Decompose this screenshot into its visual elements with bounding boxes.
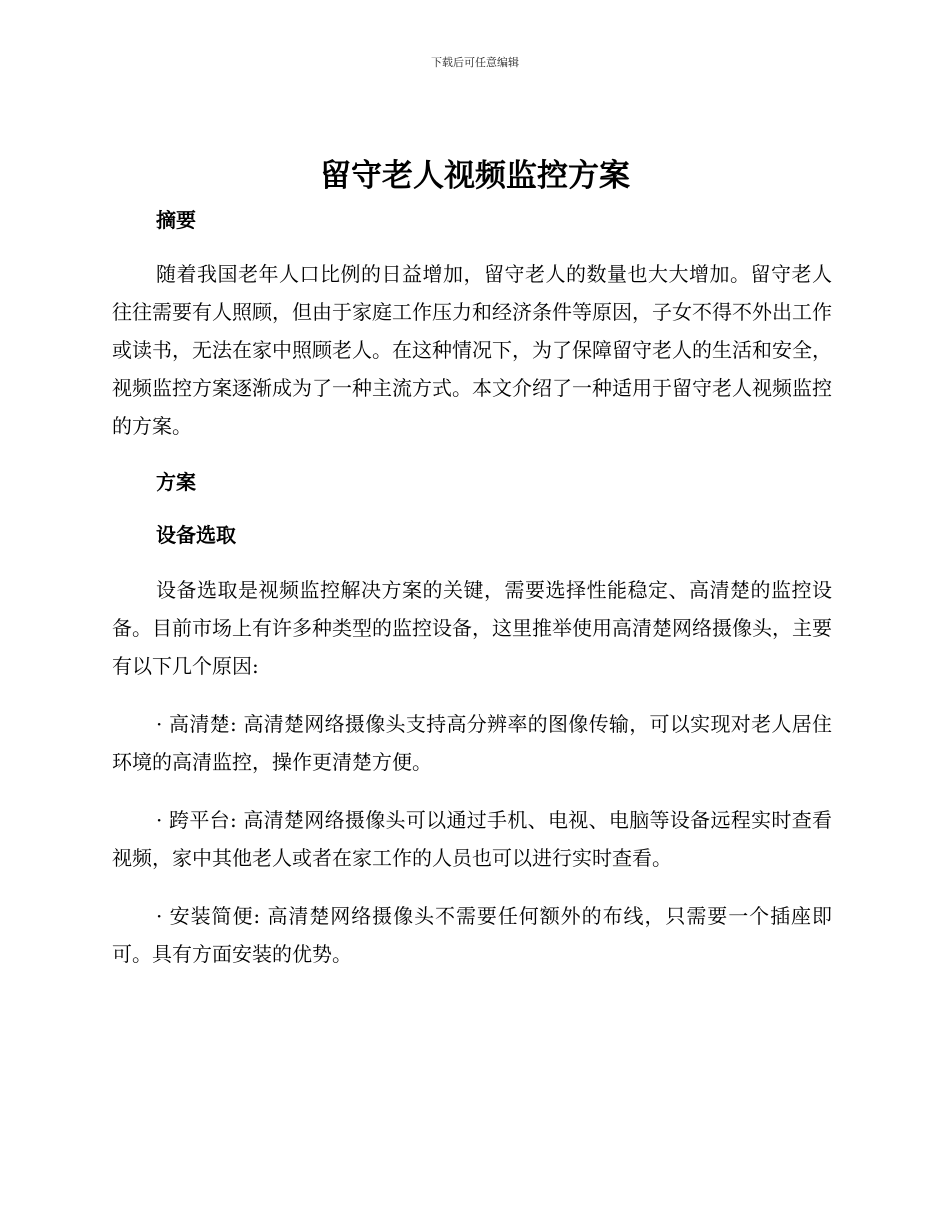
bullet-high-definition: · 高清楚: 高清楚网络摄像头支持高分辨率的图像传输，可以实现对老人居住环境的高清监控，操作更清楚方便。 [112,712,832,774]
device-selection-heading: 设备选取 [156,523,236,547]
document-body [112,204,832,973]
header-note: 下载后可任意编辑 [431,56,519,69]
abstract-paragraph: 随着我国老年人口比例的日益增加，留守老人的数量也大大增加。留守老人往往需要有人照顾，但由于家庭工作压力和经济条件等原因，子女不得不外出工作或读书，无法在家中照顾老人。在这种情况下，为了保障留守老人的生活和安全，视频监控方案逐渐成为了一种主流方式。本文介绍了一种适用于留守老人视频监控的方案。 [112,262,832,438]
device-selection-paragraph: 设备选取是视频监控解决方案的关键，需要选择性能稳定、高清楚的监控设备。目前市场上有许多种类型的监控设备，这里推举使用高清楚网络摄像头，主要有以下几个原因: [112,578,832,678]
abstract-heading: 摘要 [156,208,196,232]
document-title: 留守老人视频监控方案 [320,158,630,194]
bullet-cross-platform: · 跨平台: 高清楚网络摄像头可以通过手机、电视、电脑等设备远程实时查看视频，家中其他老人或者在家工作的人员也可以进行实时查看。 [112,808,832,870]
bullet-easy-install: · 安装简便: 高清楚网络摄像头不需要任何额外的布线，只需要一个插座即可。具有方面安装的优势。 [112,904,832,966]
plan-heading: 方案 [156,470,196,494]
